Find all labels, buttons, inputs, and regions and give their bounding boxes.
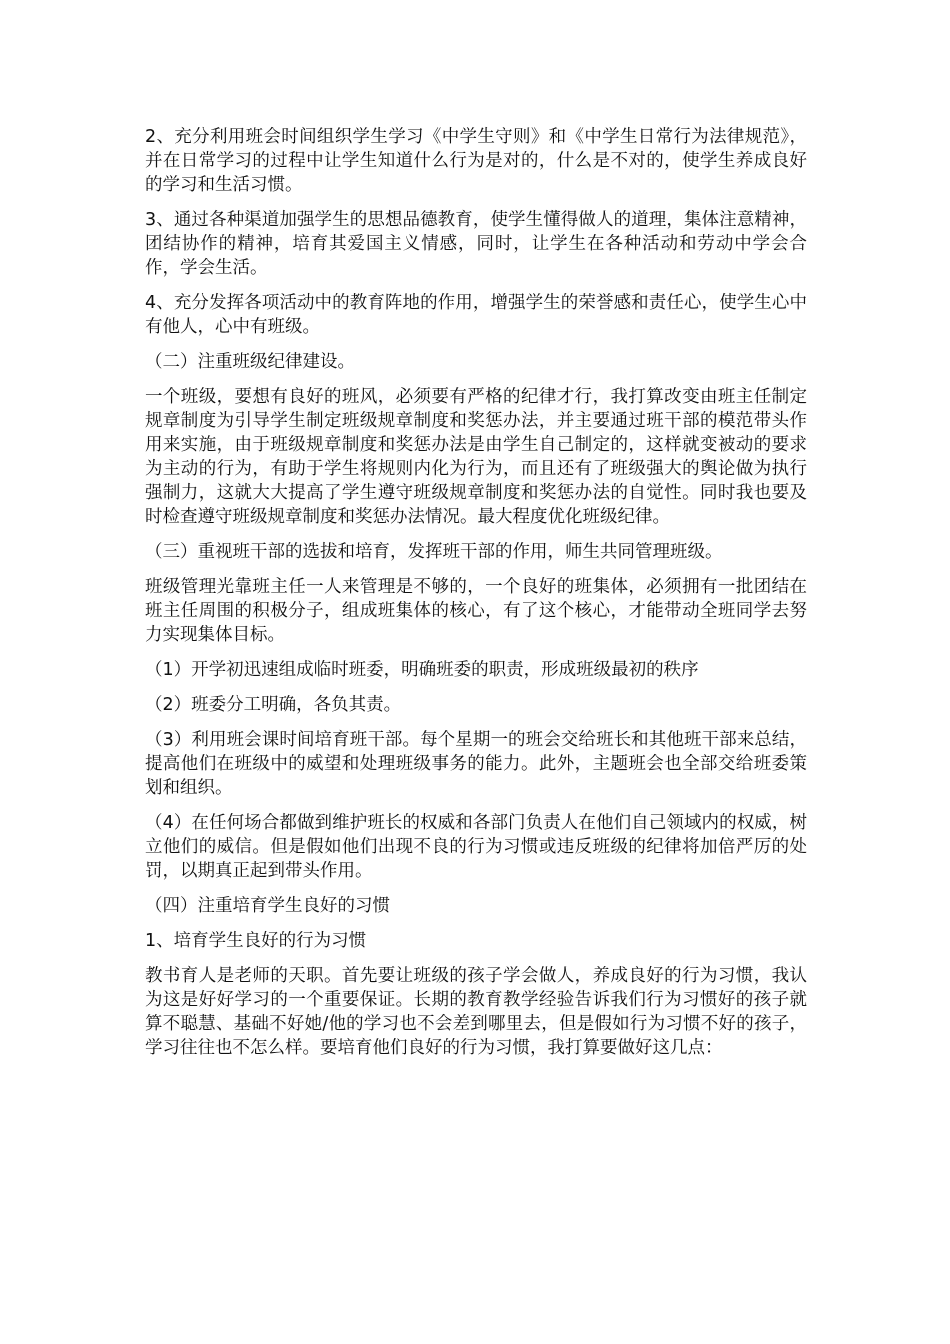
list-item-3: （3）利用班会课时间培育班干部。每个星期一的班会交给班长和其他班干部来总结，提高他们在班级中的威望和处理班级事务的能力。此外，主题班会也全部交给班委策划和组织。 xyxy=(145,730,807,798)
paragraph-behavior-habits: 教书育人是老师的天职。首先要让班级的孩子学会做人，养成良好的行为习惯，我认为这是好好学习的一个重要保证。长期的教育教学经验告诉我们行为习惯好的孩子就算不聪慧、基础不好她/他的学习也不会差到哪里去，但是假如行为习惯不好的孩子，学习往往也不怎么样。要培育他们良好的行为习惯，我打算要做好这几点： xyxy=(145,966,807,1058)
paragraph-discipline: 一个班级，要想有良好的班风，必须要有严格的纪律才行，我打算改变由班主任制定规章制度为引导学生制定班级规章制度和奖惩办法，并主要通过班干部的模范带头作用来实施，由于班级规章制度和奖惩办法是由学生自己制定的，这样就变被动的要求为主动的行为，有助于学生将规则内化为行为，而且还有了班级强大的舆论做为执行强制力，这就大大提高了学生遵守班级规章制度和奖惩办法的自觉性。同时我也要及时检查遵守班级规章制度和奖惩办法情况。最大程度优化班级纪律。 xyxy=(145,387,807,527)
list-item-1: （1）开学初迅速组成临时班委，明确班委的职责，形成班级最初的秩序 xyxy=(145,660,699,680)
section-heading-habits: （四）注重培育学生良好的习惯 xyxy=(145,896,390,916)
paragraph-item-3: 3、通过各种渠道加强学生的思想品德教育，使学生懂得做人的道理，集体注意精神，团结协作的精神，培育其爱国主义情感，同时，让学生在各种活动和劳动中学会合作，学会生活。 xyxy=(145,210,807,278)
list-item-4: （4）在任何场合都做到维护班长的权威和各部门负责人在他们自己领域内的权威，树立他们的威信。但是假如他们出现不良的行为习惯或违反班级的纪律将加倍严厉的处罚，以期真正起到带头作用。 xyxy=(145,813,807,881)
paragraph-item-4: 4、充分发挥各项活动中的教育阵地的作用，增强学生的荣誉感和责任心，使学生心中有他人，心中有班级。 xyxy=(145,293,807,337)
list-item-2: （2）班委分工明确，各负其责。 xyxy=(145,695,402,715)
paragraph-class-cadres: 班级管理光靠班主任一人来管理是不够的，一个良好的班集体，必须拥有一批团结在班主任周围的积极分子，组成班集体的核心，有了这个核心，才能带动全班同学去努力实现集体目标。 xyxy=(145,577,807,645)
subheading-behavior-habits: 1、培育学生良好的行为习惯 xyxy=(145,931,367,951)
paragraph-item-2: 2、充分利用班会时间组织学生学习《中学生守则》和《中学生日常行为法律规范》，并在日常学习的过程中让学生知道什么行为是对的，什么是不对的，使学生养成良好的学习和生活习惯。 xyxy=(145,127,807,195)
section-heading-discipline: （二）注重班级纪律建设。 xyxy=(145,352,355,372)
document-page xyxy=(145,125,807,1071)
section-heading-class-cadres: （三）重视班干部的选拔和培育，发挥班干部的作用，师生共同管理班级。 xyxy=(145,542,723,562)
